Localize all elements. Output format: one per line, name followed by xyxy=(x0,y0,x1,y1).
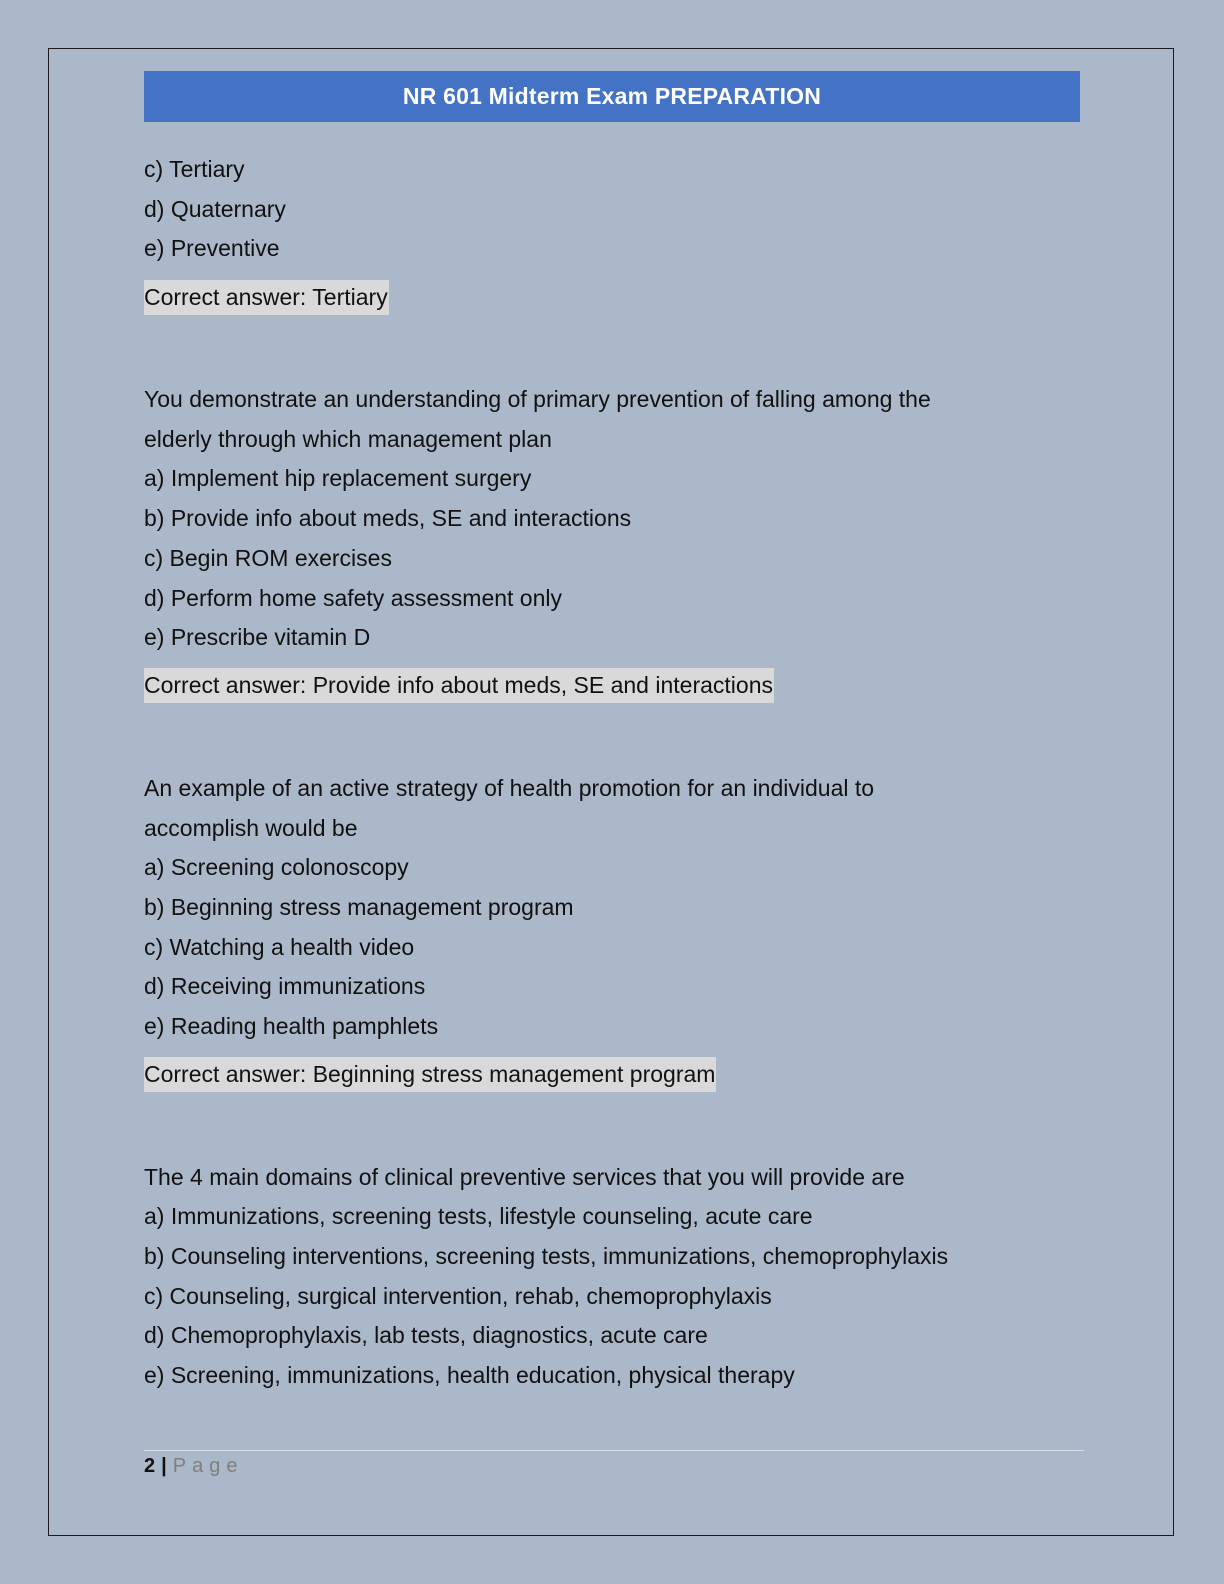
option-d: d) Perform home safety assessment only xyxy=(144,584,562,611)
page-label: Page xyxy=(172,1455,244,1477)
exam-content xyxy=(144,150,1084,1396)
question-text-line: elderly through which management plan xyxy=(144,425,552,452)
page-number: 2 xyxy=(144,1455,156,1477)
question-block-tertiary xyxy=(144,150,1084,325)
option-b: b) Counseling interventions, screening tests, immunizations, chemoprophylaxis xyxy=(144,1243,949,1270)
footer-separator: | xyxy=(161,1455,167,1477)
question-text-line: An example of an active strategy of health promotion for an individual to xyxy=(144,774,875,801)
question-block-fall-prevention xyxy=(144,380,1084,714)
question-block-health-promotion xyxy=(144,769,1084,1103)
option-d: d) Quaternary xyxy=(144,195,286,222)
option-b: b) Beginning stress management program xyxy=(144,893,574,920)
option-e: e) Preventive xyxy=(144,235,280,262)
correct-answer: Correct answer: Tertiary xyxy=(144,280,389,315)
option-c: c) Tertiary xyxy=(144,156,245,182)
option-d: d) Chemoprophylaxis, lab tests, diagnostics, acute care xyxy=(144,1322,708,1349)
option-d: d) Receiving immunizations xyxy=(144,973,426,1000)
correct-answer: Correct answer: Provide info about meds, SE and interactions xyxy=(144,668,774,703)
option-a: a) Implement hip replacement surgery xyxy=(144,465,532,492)
document-title: NR 601 Midterm Exam PREPARATION xyxy=(144,71,1080,122)
option-e: e) Reading health pamphlets xyxy=(144,1013,439,1039)
option-e: e) Prescribe vitamin D xyxy=(144,624,371,651)
option-c: c) Counseling, surgical intervention, rehab, chemoprophylaxis xyxy=(144,1282,772,1309)
option-b: b) Provide info about meds, SE and interactions xyxy=(144,505,632,532)
option-a: a) Screening colonoscopy xyxy=(144,854,409,881)
option-c: c) Begin ROM exercises xyxy=(144,544,392,571)
option-a: a) Immunizations, screening tests, lifestyle counseling, acute care xyxy=(144,1203,813,1230)
option-e: e) Screening, immunizations, health education, physical therapy xyxy=(144,1362,795,1389)
page-footer xyxy=(144,1455,243,1478)
option-c: c) Watching a health video xyxy=(144,933,415,960)
question-text-line: accomplish would be xyxy=(144,814,358,841)
question-text-line: You demonstrate an understanding of primary prevention of falling among the xyxy=(144,386,931,413)
footer-divider xyxy=(144,1450,1084,1451)
question-block-preventive-domains xyxy=(144,1158,1084,1396)
question-text-line: The 4 main domains of clinical preventive services that you will provide are xyxy=(144,1163,905,1190)
correct-answer: Correct answer: Beginning stress management program xyxy=(144,1057,716,1092)
